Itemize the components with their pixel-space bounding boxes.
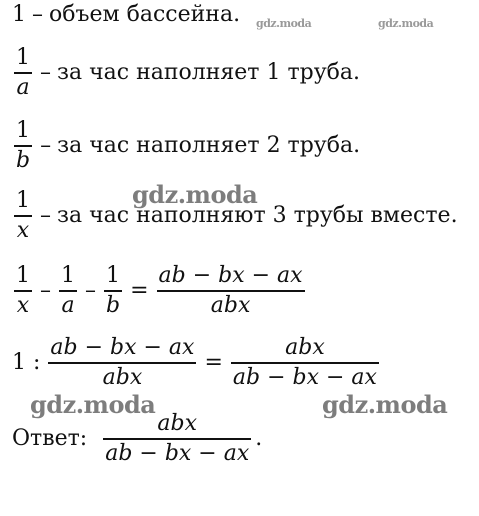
pipe-1-text: за час наполняет 1 труба.	[57, 60, 361, 86]
answer-period: .	[255, 426, 263, 452]
watermark-big-3: gdz.moda	[322, 390, 448, 419]
fraction-numerator: abx	[157, 411, 198, 436]
fraction-denominator: abx	[210, 292, 251, 318]
fraction-numerator: 1	[106, 263, 121, 288]
watermark-small-1: gdz.moda	[256, 17, 312, 30]
fraction-denominator: x	[16, 292, 30, 318]
line-pipe-2	[12, 117, 360, 175]
fraction-denominator: x	[16, 217, 30, 243]
fraction-1-over-b	[104, 262, 122, 320]
watermark-big-1: gdz.moda	[132, 180, 258, 209]
line-pipe-1	[12, 44, 360, 102]
fraction-denominator: ab − bx − ax	[232, 364, 377, 390]
fraction-denominator: b	[16, 147, 31, 173]
pool-volume-text: объем бассейна.	[49, 2, 241, 27]
fraction-quotient	[231, 334, 379, 392]
fraction-denominator: ab − bx − ax	[105, 440, 250, 466]
fraction-divisor	[48, 334, 196, 392]
pipe-2-text: за час наполняет 2 труба.	[57, 133, 361, 159]
equals-sign: =	[130, 278, 149, 304]
dash: –	[40, 133, 52, 159]
watermark-small-2: gdz.moda	[378, 17, 434, 30]
fraction-1-over-b	[14, 117, 32, 175]
answer-label: Ответ:	[12, 426, 88, 452]
fraction-numerator: 1	[16, 263, 30, 288]
line-pool-volume	[12, 2, 240, 27]
minus-sign: –	[85, 278, 96, 304]
fraction-numerator: abx	[285, 335, 325, 360]
fraction-1-over-a	[14, 44, 32, 102]
fraction-numerator: ab − bx − ax	[158, 263, 303, 288]
fraction-denominator: a	[16, 74, 30, 100]
fraction-numerator: 1	[16, 188, 30, 213]
dash: –	[40, 203, 51, 229]
fraction-1-over-x	[14, 262, 32, 320]
division-lhs: 1 :	[12, 350, 41, 376]
fraction-1-over-x	[14, 187, 32, 245]
fraction-numerator: 1	[61, 263, 75, 288]
fraction-numerator: ab − bx − ax	[50, 335, 195, 360]
line-equation-difference	[12, 262, 307, 320]
equals-sign: =	[204, 350, 223, 376]
fraction-numerator: 1	[16, 45, 30, 70]
fraction-denominator: b	[106, 292, 121, 318]
line-equation-division	[12, 334, 381, 392]
fraction-denominator: a	[61, 292, 75, 318]
fraction-1-over-a	[59, 262, 77, 320]
dash: –	[32, 2, 43, 27]
fraction-result	[157, 262, 305, 320]
dash: –	[40, 60, 51, 86]
fraction-denominator: abx	[102, 364, 143, 390]
watermark-big-2: gdz.moda	[30, 390, 156, 419]
pool-volume-value: 1	[12, 2, 26, 27]
fraction-numerator: 1	[16, 118, 31, 143]
pipe-3-text: за час наполняют 3 трубы вместе.	[57, 203, 458, 229]
minus-sign: –	[40, 278, 51, 304]
